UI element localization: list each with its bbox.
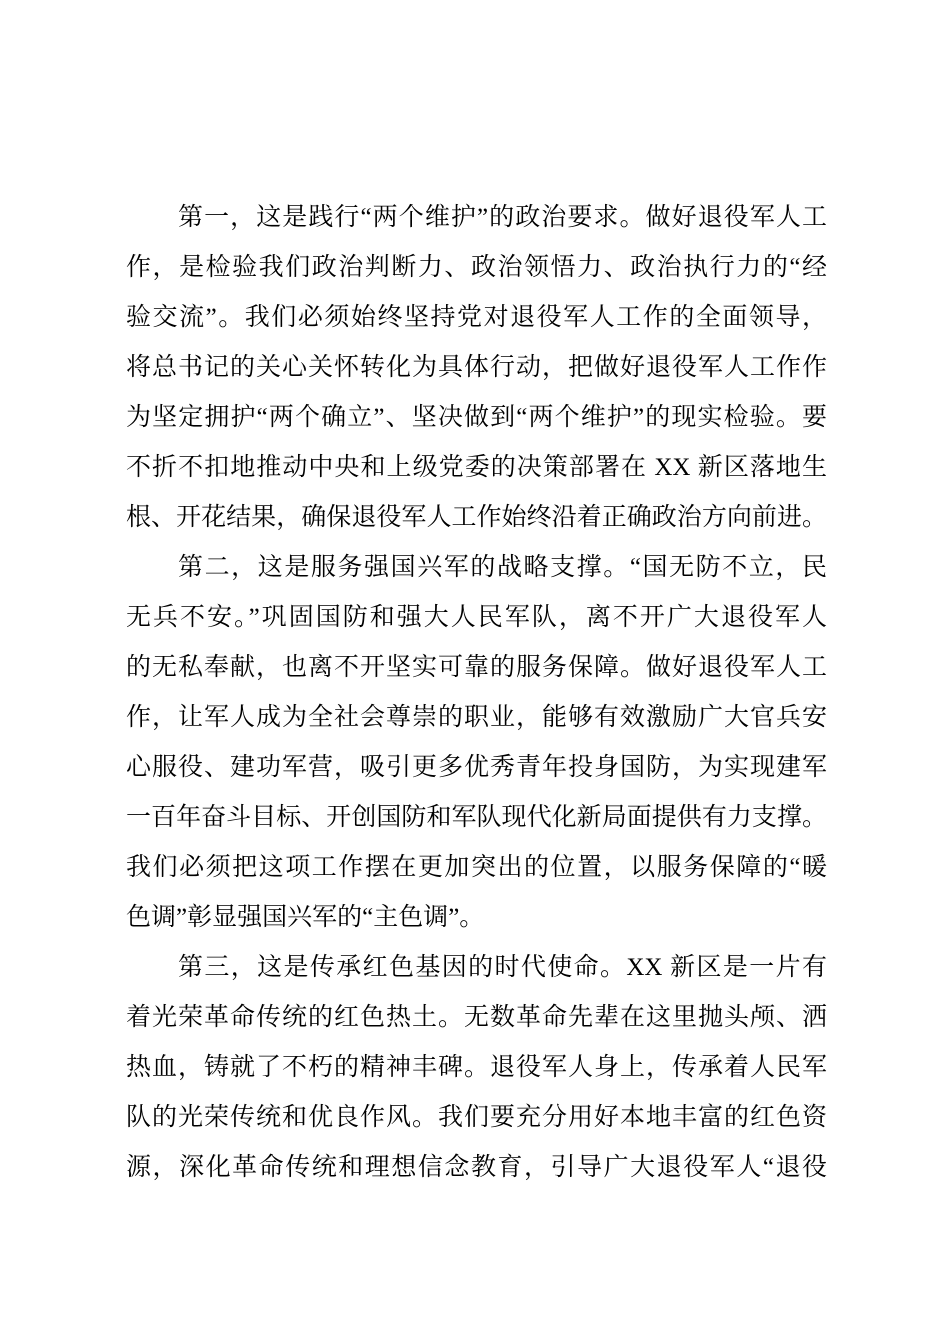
text-line: 我们必须把这项工作摆在更加突出的位置，以服务保障的“暖: [126, 854, 827, 881]
text-line: 色调”彰显强国兴军的“主色调”。: [126, 904, 485, 931]
text-body: [126, 193, 827, 1193]
text-line: 着光荣革命传统的红色热土。无数革命先辈在这里抛头颅、洒: [126, 1004, 827, 1031]
text-line: 作，是检验我们政治判断力、政治领悟力、政治执行力的“经: [126, 254, 827, 281]
text-line: 源，深化革命传统和理想信念教育，引导广大退役军人“退役: [126, 1154, 827, 1181]
text-line: 热血，铸就了不朽的精神丰碑。退役军人身上，传承着人民军: [126, 1054, 827, 1081]
text-line: 验交流”。我们必须始终坚持党对退役军人工作的全面领导，: [126, 304, 827, 331]
text-line: 根、开花结果，确保退役军人工作始终沿着正确政治方向前进。: [126, 504, 827, 531]
text-line: 为坚定拥护“两个确立”、坚决做到“两个维护”的现实检验。要: [126, 404, 827, 431]
text-line: 不折不扣地推动中央和上级党委的决策部署在 XX 新区落地生: [126, 454, 827, 481]
text-line: 第三，这是传承红色基因的时代使命。XX 新区是一片有: [178, 954, 827, 981]
text-line: 心服役、建功军营，吸引更多优秀青年投身国防，为实现建军: [126, 754, 827, 781]
paragraph-1: [126, 193, 827, 543]
text-line: 无兵不安。”巩固国防和强大人民军队，离不开广大退役军人: [126, 604, 827, 631]
text-line: 一百年奋斗目标、开创国防和军队现代化新局面提供有力支撑。: [126, 804, 827, 831]
text-line: 将总书记的关心关怀转化为具体行动，把做好退役军人工作作: [126, 354, 827, 381]
text-line: 作，让军人成为全社会尊崇的职业，能够有效激励广大官兵安: [126, 704, 827, 731]
text-line: 第一，这是践行“两个维护”的政治要求。做好退役军人工: [178, 204, 827, 231]
paragraph-3: [126, 943, 827, 1193]
text-line: 队的光荣传统和优良作风。我们要充分用好本地丰富的红色资: [126, 1104, 827, 1131]
text-line: 第二，这是服务强国兴军的战略支撑。“国无防不立，民: [178, 554, 827, 581]
text-line: 的无私奉献，也离不开坚实可靠的服务保障。做好退役军人工: [126, 654, 827, 681]
paragraph-2: [126, 543, 827, 943]
